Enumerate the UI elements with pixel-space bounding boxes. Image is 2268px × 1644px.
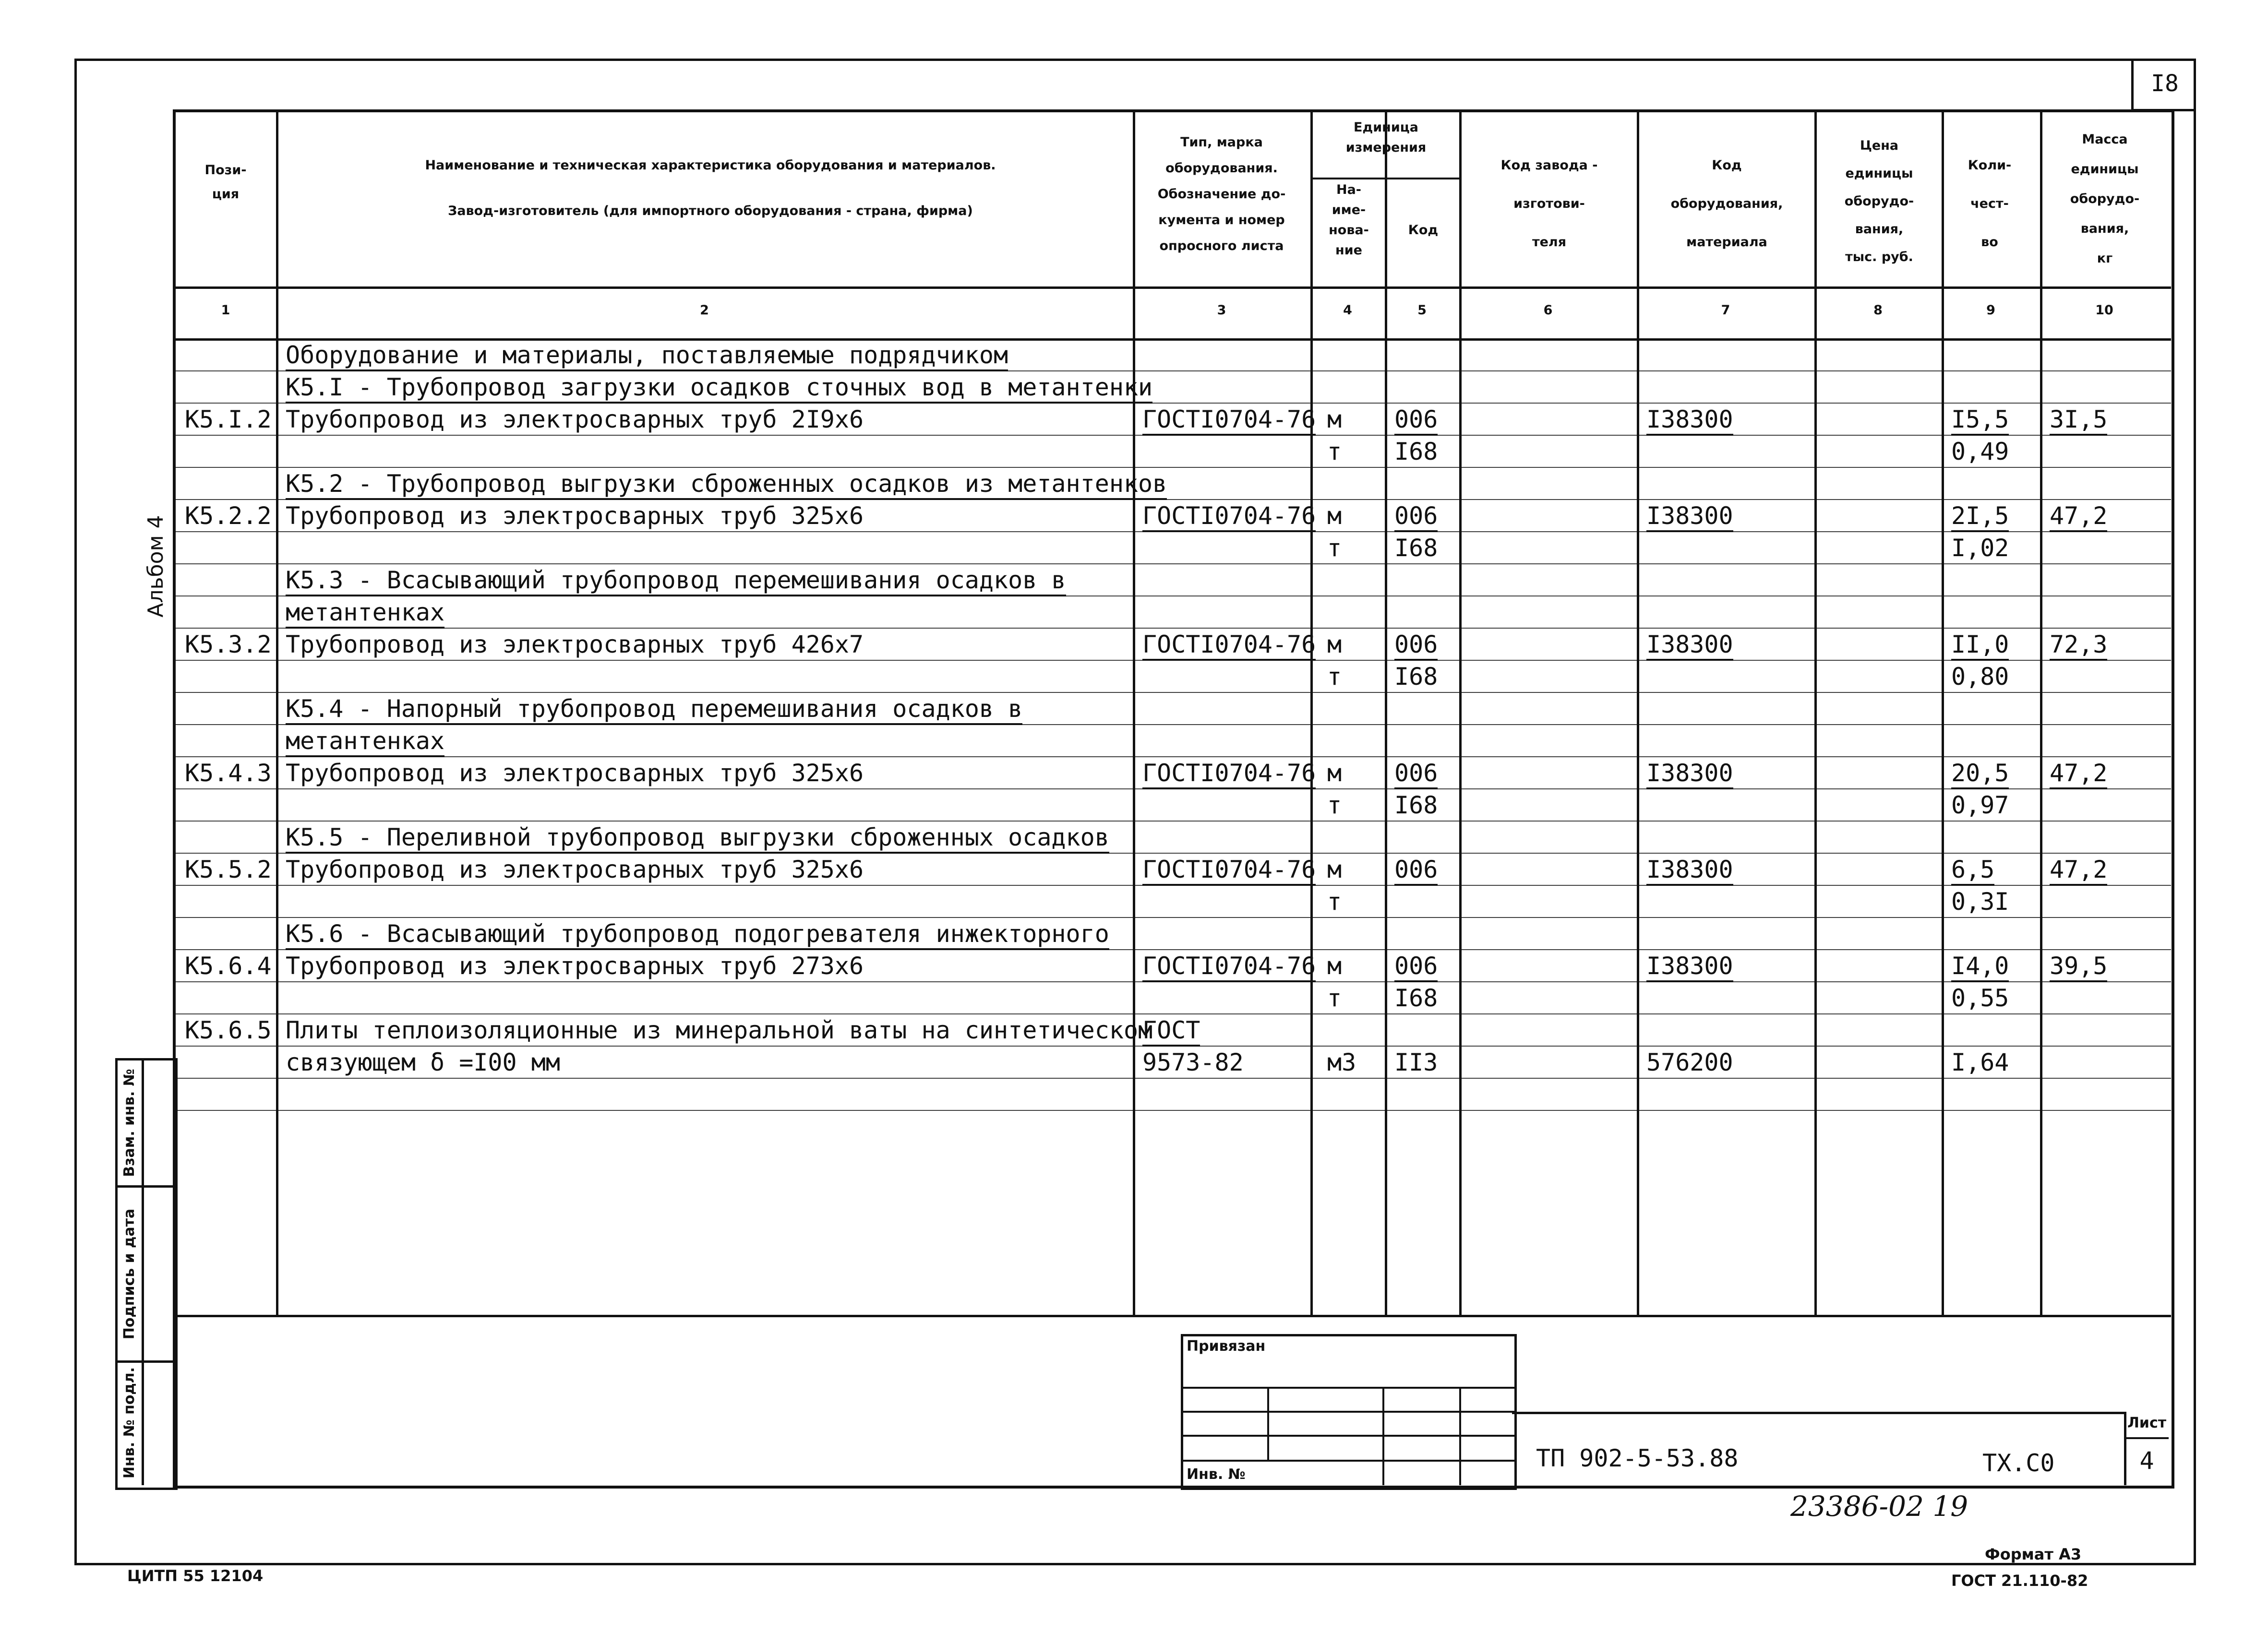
unit-name: т [1327, 438, 1342, 465]
item-name: К5.5 - Переливной трубопровод выгрузки сброженных осадков [286, 823, 1109, 854]
footer-left: ЦИТП 55 12104 [127, 1567, 264, 1585]
column-divider [1133, 109, 1135, 1315]
column-divider [1942, 109, 1944, 1315]
quantity: II,0 [1951, 630, 2009, 661]
unit-code: 006 [1394, 952, 1438, 982]
unit-name: м [1327, 631, 1342, 658]
position: К5.4.3 [185, 759, 272, 787]
unit-name: т [1327, 534, 1342, 562]
column-number: 8 [1873, 303, 1883, 318]
sheet-num: 4 [2139, 1447, 2154, 1475]
header-type: Тип, марка оборудования. Обозначение до- кумента и номер опросного листа [1157, 135, 1286, 253]
sheet-label: Лист [2127, 1415, 2167, 1431]
unit-name: м [1327, 952, 1342, 980]
position: К5.I.2 [185, 405, 272, 433]
title-top-line [1512, 1412, 2126, 1414]
material-code: I38300 [1646, 952, 1733, 982]
doc-code: ТП 902-5-53.88 [1536, 1444, 1739, 1472]
row-separator [175, 1013, 2171, 1014]
quantity: I4,0 [1951, 952, 2009, 982]
column-number: 3 [1217, 303, 1226, 318]
unit-code: 006 [1394, 405, 1438, 436]
quantity: 0,80 [1951, 663, 2009, 691]
unit-code: I68 [1394, 984, 1438, 1012]
unit-name: т [1327, 663, 1342, 691]
item-name: Трубопровод из электросварных труб 273х6 [286, 952, 864, 980]
unit-code: 006 [1394, 501, 1438, 532]
unit-name: м [1327, 856, 1342, 883]
row-separator [175, 917, 2171, 918]
header-price: Цена единицы оборудо- вания, тыс. руб. [1844, 138, 1914, 264]
quantity: I,64 [1951, 1048, 2009, 1076]
quantity: 0,97 [1951, 791, 2009, 819]
column-divider [1385, 109, 1387, 1315]
unit-name: т [1327, 888, 1342, 916]
item-name: К5.I - Трубопровод загрузки осадков сточных вод в метантенки [286, 373, 1152, 404]
item-name: Трубопровод из электросварных труб 325х6 [286, 759, 864, 787]
stamp-v3 [1459, 1387, 1461, 1485]
stamp-line-c [1181, 1435, 1514, 1437]
item-name: связующем δ =I00 мм [286, 1048, 560, 1076]
footer-gost: ГОСТ 21.110-82 [1951, 1572, 2088, 1590]
header-factory-code: Код завода - изготови- теля [1500, 158, 1598, 250]
sheet-number: I8 [2151, 70, 2179, 97]
row-separator [175, 692, 2171, 693]
item-name: К5.3 - Всасывающий трубопровод перемешивания осадков в [286, 566, 1066, 596]
column-number: 9 [1986, 303, 1995, 318]
unit-code: 006 [1394, 630, 1438, 661]
quantity: 2I,5 [1951, 501, 2009, 532]
position: К5.5.2 [185, 856, 272, 883]
row-separator [175, 467, 2171, 468]
unit-name: м [1327, 759, 1342, 787]
frame-top [74, 59, 2196, 61]
item-name: Трубопровод из электросварных труб 426х7 [286, 631, 864, 658]
item-name: К5.6 - Всасывающий трубопровод подогревателя инжекторного [286, 919, 1109, 950]
footer-format: Формат А3 [1985, 1545, 2082, 1563]
stamp-line-d [1181, 1460, 1514, 1462]
column-number: 5 [1417, 303, 1427, 318]
quantity: 6,5 [1951, 855, 1994, 886]
stamp-line-a [1181, 1387, 1514, 1389]
unit-mass: 3I,5 [2050, 405, 2107, 436]
unit-code: I68 [1394, 534, 1438, 562]
column-number: 6 [1543, 303, 1553, 318]
column-divider [1814, 109, 1817, 1315]
unit-mass: 72,3 [2050, 630, 2107, 661]
unit-code: 006 [1394, 759, 1438, 789]
item-name: Трубопровод из электросварных труб 325х6 [286, 502, 864, 530]
side-vzam-inv: Взам. инв. № [121, 1069, 138, 1177]
document: ГОСТI0704-76 [1142, 630, 1316, 661]
position: К5.6.5 [185, 1016, 272, 1044]
header-name-line2: Завод-изготовитель (для импортного оборудования - страна, фирма) [448, 203, 973, 218]
unit-subheader-line [1310, 178, 1459, 179]
item-name: Плиты теплоизоляционные из минеральной ваты на синтетическом [286, 1016, 1153, 1044]
frame-left [74, 59, 77, 1565]
material-code: I38300 [1646, 759, 1733, 789]
side-inv-orig: Инв. № подл. [121, 1367, 138, 1479]
material-code: I38300 [1646, 630, 1733, 661]
header-position: Пози- ция [204, 163, 247, 202]
header-unit-name: На- име- нова- ние [1329, 182, 1369, 258]
unit-mass: 47,2 [2050, 501, 2107, 532]
column-divider [1310, 109, 1313, 1315]
row-separator [175, 821, 2171, 822]
album-label: Альбом 4 [144, 515, 168, 618]
document: ГОСТ [1142, 1016, 1200, 1047]
document: ГОСТI0704-76 [1142, 855, 1316, 886]
unit-code: I68 [1394, 791, 1438, 819]
header-quantity: Коли- чест- во [1968, 158, 2012, 250]
unit-name: м [1327, 405, 1342, 433]
header-unit-code: Код [1408, 223, 1439, 238]
quantity: 0,55 [1951, 984, 2009, 1012]
unit-mass: 47,2 [2050, 855, 2107, 886]
header-unit: Единица измерения [1345, 120, 1427, 155]
row-separator [175, 1078, 2171, 1079]
unit-code: 006 [1394, 855, 1438, 886]
side-divider-1 [115, 1185, 175, 1188]
frame-bottom [74, 1563, 2196, 1565]
position: К5.2.2 [185, 502, 272, 530]
material-code: I38300 [1646, 855, 1733, 886]
row-separator [175, 1110, 2171, 1111]
document: ГОСТI0704-76 [1142, 759, 1316, 789]
column-divider [2040, 109, 2042, 1315]
header-name-line1: Наименование и техническая характеристика оборудования и материалов. [425, 158, 996, 173]
stamp-v2 [1382, 1387, 1384, 1485]
document: ГОСТI0704-76 [1142, 501, 1316, 532]
side-sign-date: Подпись и дата [121, 1208, 138, 1340]
material-code: I38300 [1646, 501, 1733, 532]
material-code: I38300 [1646, 405, 1733, 436]
header-bottom-line [175, 286, 2171, 289]
unit-name: т [1327, 791, 1342, 819]
item-name: К5.4 - Напорный трубопровод перемешивания осадков в [286, 694, 1022, 725]
item-name: Трубопровод из электросварных труб 2I9х6 [286, 405, 864, 433]
unit-mass: 39,5 [2050, 952, 2107, 982]
row-separator [175, 756, 2171, 757]
item-name: метантенках [286, 598, 444, 629]
row-separator [175, 628, 2171, 629]
unit-mass: 47,2 [2050, 759, 2107, 789]
document: ГОСТI0704-76 [1142, 405, 1316, 436]
unit-code: I68 [1394, 438, 1438, 465]
column-divider [1637, 109, 1639, 1315]
header-equipment-code: Код оборудования, материала [1670, 158, 1783, 250]
quantity: I,02 [1951, 534, 2009, 562]
column-number: 4 [1343, 303, 1352, 318]
unit-name: м [1327, 502, 1342, 530]
position: К5.6.4 [185, 952, 272, 980]
column-number: 1 [221, 303, 230, 318]
header-mass: Масса единицы оборудо- вания, кг [2070, 132, 2140, 266]
column-number: 10 [2095, 303, 2113, 318]
unit-code: I68 [1394, 663, 1438, 691]
position: К5.3.2 [185, 631, 272, 658]
column-number: 7 [1721, 303, 1730, 318]
quantity: 0,49 [1951, 438, 2009, 465]
column-divider [1459, 109, 1462, 1315]
unit-name: т [1327, 984, 1342, 1012]
stamp-v1 [1267, 1387, 1269, 1460]
item-name: Трубопровод из электросварных труб 325х6 [286, 856, 864, 883]
column-number: 2 [700, 303, 709, 318]
item-name: метантенках [286, 727, 444, 757]
column-divider [276, 109, 278, 1315]
handwritten-number: 23386-02 19 [1790, 1490, 1968, 1523]
sheet-cell-div [2124, 1437, 2169, 1439]
row-separator [175, 563, 2171, 564]
sheet-number-box [2131, 59, 2196, 111]
side-divider-v [142, 1058, 144, 1485]
inv-no-label: Инв. № [1187, 1466, 1246, 1483]
document: ГОСТI0704-76 [1142, 952, 1316, 982]
unit-name: м3 [1327, 1048, 1356, 1076]
stamp-line-b [1181, 1411, 1514, 1413]
quantity: I5,5 [1951, 405, 2009, 436]
set-code: ТХ.С0 [1982, 1449, 2055, 1477]
table-bottom-line [175, 1315, 2171, 1317]
unit-code: II3 [1394, 1048, 1438, 1076]
privyazan-label: Привязан [1187, 1338, 1266, 1355]
quantity: 20,5 [1951, 759, 2009, 789]
item-name: Оборудование и материалы, поставляемые подрядчиком [286, 341, 1008, 371]
document: 9573-82 [1142, 1048, 1244, 1076]
quantity: 0,3I [1951, 888, 2009, 916]
item-name: К5.2 - Трубопровод выгрузки сброженных осадков из метантенков [286, 469, 1167, 500]
frame-right [2194, 59, 2196, 1565]
material-code: 576200 [1646, 1048, 1733, 1076]
